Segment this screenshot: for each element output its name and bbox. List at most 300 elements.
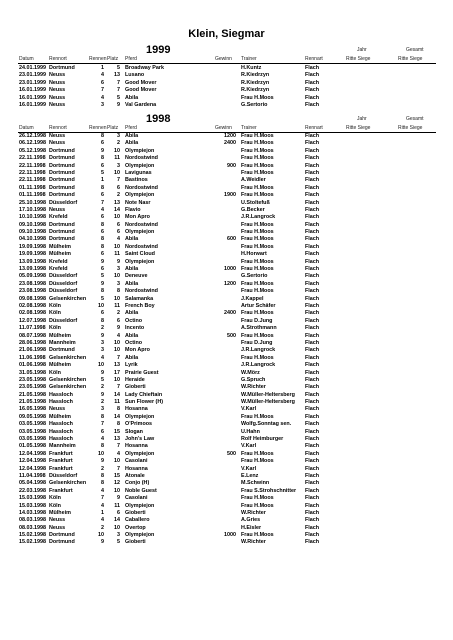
cell-rennart: Flach [305, 539, 320, 546]
cell-rennart: Flach [305, 450, 320, 457]
cell-pferd: Prairie Guest [125, 369, 159, 376]
table-row [0, 244, 453, 251]
cell-rennart: Flach [305, 524, 320, 531]
gesamt-label: Gesamt [406, 47, 424, 53]
cell-pferd: John's Law [125, 436, 155, 443]
cell-pferd: Olympiejon [125, 147, 155, 154]
cell-rennart: Flach [305, 258, 320, 265]
cell-rennart: Flach [305, 192, 320, 199]
cell-rennart: Flach [305, 428, 320, 435]
cell-pferd: Lusano [125, 72, 145, 79]
cell-trainer: W.Mörz [241, 369, 260, 376]
cell-trainer: Frau H.Moos [241, 495, 274, 502]
cell-platz: 11 [114, 302, 120, 309]
cell-platz: 9 [117, 325, 120, 332]
cell-trainer: Frau D.Jung [241, 339, 273, 346]
table-row [0, 399, 453, 406]
cell-rennen: 5 [101, 376, 104, 383]
cell-gewinn: 500 [227, 332, 236, 339]
cell-rennort: Neuss [49, 517, 66, 524]
cell-date: 19.09.1998 [19, 251, 46, 258]
cell-platz: 10 [114, 295, 120, 302]
cell-rennen: 9 [101, 332, 104, 339]
cell-platz: 3 [117, 133, 120, 139]
cell-rennart: Flach [305, 472, 320, 479]
cell-pferd: Mon Apro [125, 347, 150, 354]
cell-trainer: Artur Schäfer [241, 302, 276, 309]
cell-platz: 7 [117, 465, 120, 472]
cell-platz: 2 [117, 140, 120, 147]
cell-platz: 14 [114, 517, 120, 524]
cell-trainer: J.R.Langrock [241, 362, 276, 369]
cell-rennort: Hassloch [49, 421, 73, 428]
col-ritte-siege-jahr: Ritte Siege [346, 125, 371, 131]
cell-rennort: Dortmund [49, 147, 75, 154]
cell-trainer: Frau H.Moos [241, 243, 274, 250]
table-1999 [0, 65, 453, 109]
cell-rennort: Dortmund [49, 347, 75, 354]
cell-date: 16.01.1999 [19, 87, 46, 94]
cell-pferd: Broadway Park [125, 65, 164, 71]
cell-date: 16.01.1999 [19, 94, 46, 101]
cell-rennort: Dortmund [49, 65, 75, 71]
cell-trainer: Frau H.Moos [241, 458, 274, 465]
cell-platz: 3 [117, 532, 120, 539]
cell-date: 16.01.1999 [19, 101, 46, 108]
cell-date: 21.05.1998 [19, 399, 46, 406]
cell-rennort: Köln [49, 325, 61, 332]
cell-trainer: G.Spruch [241, 376, 266, 383]
table-row [0, 473, 453, 480]
cell-rennen: 2 [101, 465, 104, 472]
cell-rennen: 7 [101, 199, 104, 206]
cell-pferd: Lyrik [125, 362, 138, 369]
col-datum: Datum [19, 125, 34, 131]
cell-rennort: Neuss [49, 101, 66, 108]
cell-trainer: R.Kiedrzyn [241, 72, 270, 79]
cell-platz: 12 [114, 480, 120, 487]
cell-rennort: Düsseldorf [49, 273, 78, 280]
cell-date: 09.08.1998 [19, 295, 46, 302]
col-gewinn: Gewinn [215, 125, 232, 131]
cell-rennen: 4 [101, 502, 104, 509]
cell-rennort: Neuss [49, 94, 66, 101]
table-row [0, 133, 453, 140]
cell-pferd: Abila [125, 332, 139, 339]
cell-date: 22.11.1998 [19, 169, 46, 176]
cell-trainer: Frau H.Moos [241, 450, 274, 457]
table-row [0, 503, 453, 510]
cell-platz: 9 [117, 101, 120, 108]
cell-rennart: Flach [305, 502, 320, 509]
cell-trainer: Frau H.Moos [241, 221, 274, 228]
cell-rennen: 1 [101, 509, 104, 516]
table-row [0, 140, 453, 147]
cell-rennen: 9 [101, 280, 104, 287]
cell-platz: 10 [114, 458, 120, 465]
table-row [0, 200, 453, 207]
cell-platz: 13 [114, 199, 120, 206]
cell-platz: 4 [117, 332, 120, 339]
cell-trainer: Frau H.Moos [241, 169, 274, 176]
cell-rennort: Düsseldorf [49, 472, 78, 479]
cell-rennort: Hassloch [49, 436, 73, 443]
cell-rennart: Flach [305, 236, 320, 243]
cell-pferd: Overtop [125, 524, 146, 531]
cell-trainer: V.Karl [241, 465, 257, 472]
cell-date: 24.01.1999 [19, 65, 46, 71]
cell-rennart: Flach [305, 302, 320, 309]
cell-pferd: Slogan [125, 428, 143, 435]
cell-rennart: Flach [305, 465, 320, 472]
cell-platz: 6 [117, 229, 120, 236]
cell-pferd: Sun Flower (H) [125, 399, 164, 406]
jahr-label: Jahr [357, 47, 367, 53]
cell-rennen: 4 [101, 487, 104, 494]
col-datum: Datum [19, 56, 34, 62]
cell-rennort: Dortmund [49, 229, 75, 236]
cell-trainer: Frau H.Moos [241, 140, 274, 147]
cell-trainer: H.Kuntz [241, 65, 262, 71]
cell-platz: 14 [114, 413, 120, 420]
col-rennen: Rennen [89, 125, 107, 131]
cell-date: 01.05.1998 [19, 443, 46, 450]
cell-pferd: Conjo (H) [125, 480, 150, 487]
cell-pferd: Octino [125, 317, 143, 324]
table-row [0, 488, 453, 495]
cell-rennart: Flach [305, 288, 320, 295]
cell-rennen: 9 [101, 391, 104, 398]
cell-platz: 4 [117, 450, 120, 457]
cell-rennart: Flach [305, 487, 320, 494]
table-row [0, 325, 453, 332]
cell-platz: 14 [114, 391, 120, 398]
col-rennen: Rennen [89, 56, 107, 62]
cell-trainer: H.Eisler [241, 524, 262, 531]
cell-platz: 6 [117, 184, 120, 191]
cell-rennen: 9 [101, 258, 104, 265]
cell-trainer: Frau H.Moos [241, 184, 274, 191]
cell-platz: 7 [117, 79, 120, 86]
cell-date: 12.04.1998 [19, 450, 46, 457]
cell-rennart: Flach [305, 280, 320, 287]
cell-pferd: Salamanka [125, 295, 154, 302]
cell-trainer: Frau H.Moos [241, 354, 274, 361]
cell-pferd: Incento [125, 325, 145, 332]
cell-rennen: 8 [101, 221, 104, 228]
table-row [0, 458, 453, 465]
cell-rennen: 6 [101, 162, 104, 169]
cell-rennen: 6 [101, 79, 104, 86]
cell-rennart: Flach [305, 295, 320, 302]
cell-rennort: Neuss [49, 206, 66, 213]
cell-gewinn: 2400 [224, 140, 236, 147]
cell-trainer: R.Kiedrzyn [241, 87, 270, 94]
cell-date: 11.07.1998 [19, 325, 46, 332]
cell-pferd: Nordostwind [125, 184, 158, 191]
cell-platz: 11 [114, 251, 120, 258]
cell-rennen: 8 [101, 472, 104, 479]
table-row [0, 392, 453, 399]
cell-rennort: Mülheim [49, 251, 71, 258]
cell-date: 25.10.1998 [19, 199, 46, 206]
cell-date: 12.04.1998 [19, 465, 46, 472]
cell-rennen: 6 [101, 229, 104, 236]
cell-rennen: 6 [101, 266, 104, 273]
cell-date: 23.05.1998 [19, 384, 46, 391]
col-gewinn: Gewinn [215, 56, 232, 62]
table-row [0, 185, 453, 192]
cell-rennen: 5 [101, 295, 104, 302]
cell-pferd: Abila [125, 310, 139, 317]
cell-pferd: Casolani [125, 495, 148, 502]
cell-rennart: Flach [305, 140, 320, 147]
cell-rennart: Flach [305, 332, 320, 339]
cell-rennart: Flach [305, 532, 320, 539]
cell-trainer: G.Sertorio [241, 273, 268, 280]
cell-rennart: Flach [305, 317, 320, 324]
cell-date: 15.02.1998 [19, 532, 46, 539]
cell-rennen: 9 [101, 147, 104, 154]
cell-gewinn: 600 [227, 236, 236, 243]
table-row [0, 355, 453, 362]
cell-rennart: Flach [305, 480, 320, 487]
cell-pferd: Note Nasr [125, 199, 151, 206]
cell-date: 01.11.1998 [19, 184, 46, 191]
cell-rennart: Flach [305, 509, 320, 516]
cell-rennort: Mannheim [49, 443, 76, 450]
cell-trainer: J.R.Langrock [241, 214, 276, 221]
cell-rennort: Hassloch [49, 428, 73, 435]
cell-pferd: Abila [125, 280, 139, 287]
table-row [0, 222, 453, 229]
cell-platz: 10 [114, 487, 120, 494]
cell-rennort: Köln [49, 310, 61, 317]
cell-platz: 13 [114, 436, 120, 443]
header-rule-1999 [18, 63, 436, 64]
cell-rennen: 8 [101, 317, 104, 324]
cell-trainer: R.Kiedrzyn [241, 79, 270, 86]
table-row [0, 370, 453, 377]
cell-rennen: 2 [101, 399, 104, 406]
year-heading-1998: 1998 [146, 113, 171, 125]
cell-pferd: French Boy [125, 302, 155, 309]
cell-pferd: Saint Cloud [125, 251, 155, 258]
cell-platz: 7 [117, 87, 120, 94]
cell-trainer: W.Müller-Heltersberg [241, 391, 295, 398]
cell-gewinn: 1900 [224, 192, 236, 199]
table-row [0, 236, 453, 243]
cell-trainer: Frau H.Moos [241, 413, 274, 420]
cell-rennart: Flach [305, 214, 320, 221]
table-row [0, 333, 453, 340]
cell-platz: 5 [117, 539, 120, 546]
cell-rennen: 6 [101, 310, 104, 317]
cell-rennart: Flach [305, 325, 320, 332]
cell-rennort: Köln [49, 495, 61, 502]
cell-rennen: 3 [101, 339, 104, 346]
cell-rennort: Gelsenkirchen [49, 354, 87, 361]
cell-rennort: Dortmund [49, 177, 75, 184]
cell-date: 11.04.1998 [19, 472, 46, 479]
cell-pferd: Nordostwind [125, 155, 158, 162]
cell-pferd: Olympiejon [125, 258, 155, 265]
col-rennort: Rennort [49, 56, 67, 62]
cell-rennort: Düsseldorf [49, 288, 78, 295]
cell-pferd: O'Primoos [125, 421, 153, 428]
cell-rennort: Neuss [49, 79, 66, 86]
cell-pferd: Abila [125, 140, 139, 147]
cell-pferd: Hosanna [125, 465, 148, 472]
cell-rennart: Flach [305, 206, 320, 213]
cell-rennart: Flach [305, 436, 320, 443]
cell-date: 15.03.1998 [19, 495, 46, 502]
cell-date: 22.11.1998 [19, 177, 46, 184]
cell-rennort: Dortmund [49, 184, 75, 191]
cell-trainer: W.Richter [241, 539, 266, 546]
cell-rennen: 6 [101, 428, 104, 435]
cell-trainer: J.R.Langrock [241, 347, 276, 354]
cell-rennort: Dortmund [49, 539, 75, 546]
table-row [0, 148, 453, 155]
table-row [0, 229, 453, 236]
cell-platz: 2 [117, 310, 120, 317]
cell-rennort: Frankfurt [49, 465, 73, 472]
cell-rennort: Dortmund [49, 532, 75, 539]
cell-rennort: Neuss [49, 406, 66, 413]
cell-rennart: Flach [305, 517, 320, 524]
table-row [0, 539, 453, 546]
cell-pferd: Deneuve [125, 273, 148, 280]
cell-date: 21.05.1998 [19, 391, 46, 398]
table-1998 [0, 133, 453, 547]
table-row [0, 429, 453, 436]
cell-platz: 13 [114, 72, 120, 79]
cell-date: 05.04.1998 [19, 480, 46, 487]
cell-gewinn: 1000 [224, 266, 236, 273]
cell-platz: 7 [117, 384, 120, 391]
cell-rennart: Flach [305, 376, 320, 383]
cell-platz: 10 [114, 243, 120, 250]
cell-rennen: 3 [101, 347, 104, 354]
cell-rennart: Flach [305, 94, 320, 101]
cell-trainer: Frau H.Moos [241, 133, 274, 139]
cell-rennen: 6 [101, 251, 104, 258]
cell-trainer: W.Richter [241, 509, 266, 516]
cell-rennart: Flach [305, 369, 320, 376]
cell-platz: 2 [117, 192, 120, 199]
cell-date: 02.08.1998 [19, 302, 46, 309]
cell-rennen: 2 [101, 325, 104, 332]
cell-gewinn: 2400 [224, 310, 236, 317]
cell-pferd: Hosanna [125, 443, 148, 450]
cell-date: 03.05.1998 [19, 436, 46, 443]
cell-date: 23.08.1998 [19, 280, 46, 287]
cell-date: 01.11.1998 [19, 192, 46, 199]
cell-rennart: Flach [305, 65, 320, 71]
cell-rennort: Hassloch [49, 391, 73, 398]
cell-platz: 10 [114, 169, 120, 176]
cell-rennort: Dortmund [49, 162, 75, 169]
cell-trainer: V.Karl [241, 443, 257, 450]
cell-gewinn: 1200 [224, 280, 236, 287]
table-row [0, 296, 453, 303]
cell-rennart: Flach [305, 162, 320, 169]
cell-date: 22.03.1998 [19, 487, 46, 494]
cell-rennart: Flach [305, 384, 320, 391]
table-row [0, 207, 453, 214]
gesamt-label: Gesamt [406, 116, 424, 122]
cell-rennort: Frankfurt [49, 458, 73, 465]
col-rennart: Rennart [305, 56, 323, 62]
cell-pferd: Abila [125, 236, 139, 243]
cell-trainer: Frau H.Moos [241, 147, 274, 154]
table-row [0, 288, 453, 295]
cell-platz: 10 [114, 347, 120, 354]
cell-date: 23.01.1999 [19, 72, 46, 79]
cell-trainer: Frau H.Moos [241, 162, 274, 169]
cell-platz: 10 [114, 524, 120, 531]
cell-platz: 4 [117, 236, 120, 243]
cell-rennen: 8 [101, 288, 104, 295]
cell-rennart: Flach [305, 354, 320, 361]
cell-date: 13.09.1998 [19, 258, 46, 265]
cell-rennort: Krefeld [49, 266, 68, 273]
cell-date: 14.03.1998 [19, 509, 46, 516]
cell-pferd: Olympiejon [125, 450, 155, 457]
cell-rennort: Dortmund [49, 236, 75, 243]
table-row [0, 347, 453, 354]
cell-trainer: A.Gries [241, 517, 261, 524]
cell-rennart: Flach [305, 79, 320, 86]
cell-rennen: 6 [101, 140, 104, 147]
cell-rennort: Neuss [49, 133, 66, 139]
cell-trainer: E.Lenz [241, 472, 259, 479]
cell-gewinn: 1000 [224, 532, 236, 539]
cell-trainer: Frau H.Moos [241, 310, 274, 317]
table-row [0, 102, 453, 109]
cell-platz: 11 [114, 399, 120, 406]
cell-rennen: 7 [101, 495, 104, 502]
cell-pferd: Mon Apro [125, 214, 150, 221]
cell-pferd: Gioberti [125, 384, 146, 391]
cell-platz: 13 [114, 362, 120, 369]
cell-rennen: 8 [101, 413, 104, 420]
table-row [0, 303, 453, 310]
cell-pferd: Abila [125, 266, 139, 273]
cell-rennort: Mülheim [49, 332, 71, 339]
cell-gewinn: 1200 [224, 133, 236, 139]
cell-pferd: Flavio [125, 206, 141, 213]
cell-trainer: H.Horwart [241, 251, 267, 258]
table-row [0, 525, 453, 532]
table-row [0, 451, 453, 458]
cell-rennort: Mülheim [49, 509, 71, 516]
cell-rennart: Flach [305, 266, 320, 273]
cell-platz: 6 [117, 221, 120, 228]
cell-platz: 10 [114, 147, 120, 154]
cell-rennart: Flach [305, 251, 320, 258]
cell-trainer: Frau S.Strohschnitter [241, 487, 297, 494]
cell-pferd: Olympiejon [125, 502, 155, 509]
cell-rennen: 8 [101, 155, 104, 162]
cell-trainer: Frau H.Moos [241, 288, 274, 295]
cell-trainer: Frau H.Moos [241, 236, 274, 243]
cell-trainer: G.Sertorio [241, 101, 268, 108]
cell-rennen: 8 [101, 243, 104, 250]
cell-rennort: Frankfurt [49, 450, 73, 457]
cell-pferd: Abila [125, 354, 139, 361]
